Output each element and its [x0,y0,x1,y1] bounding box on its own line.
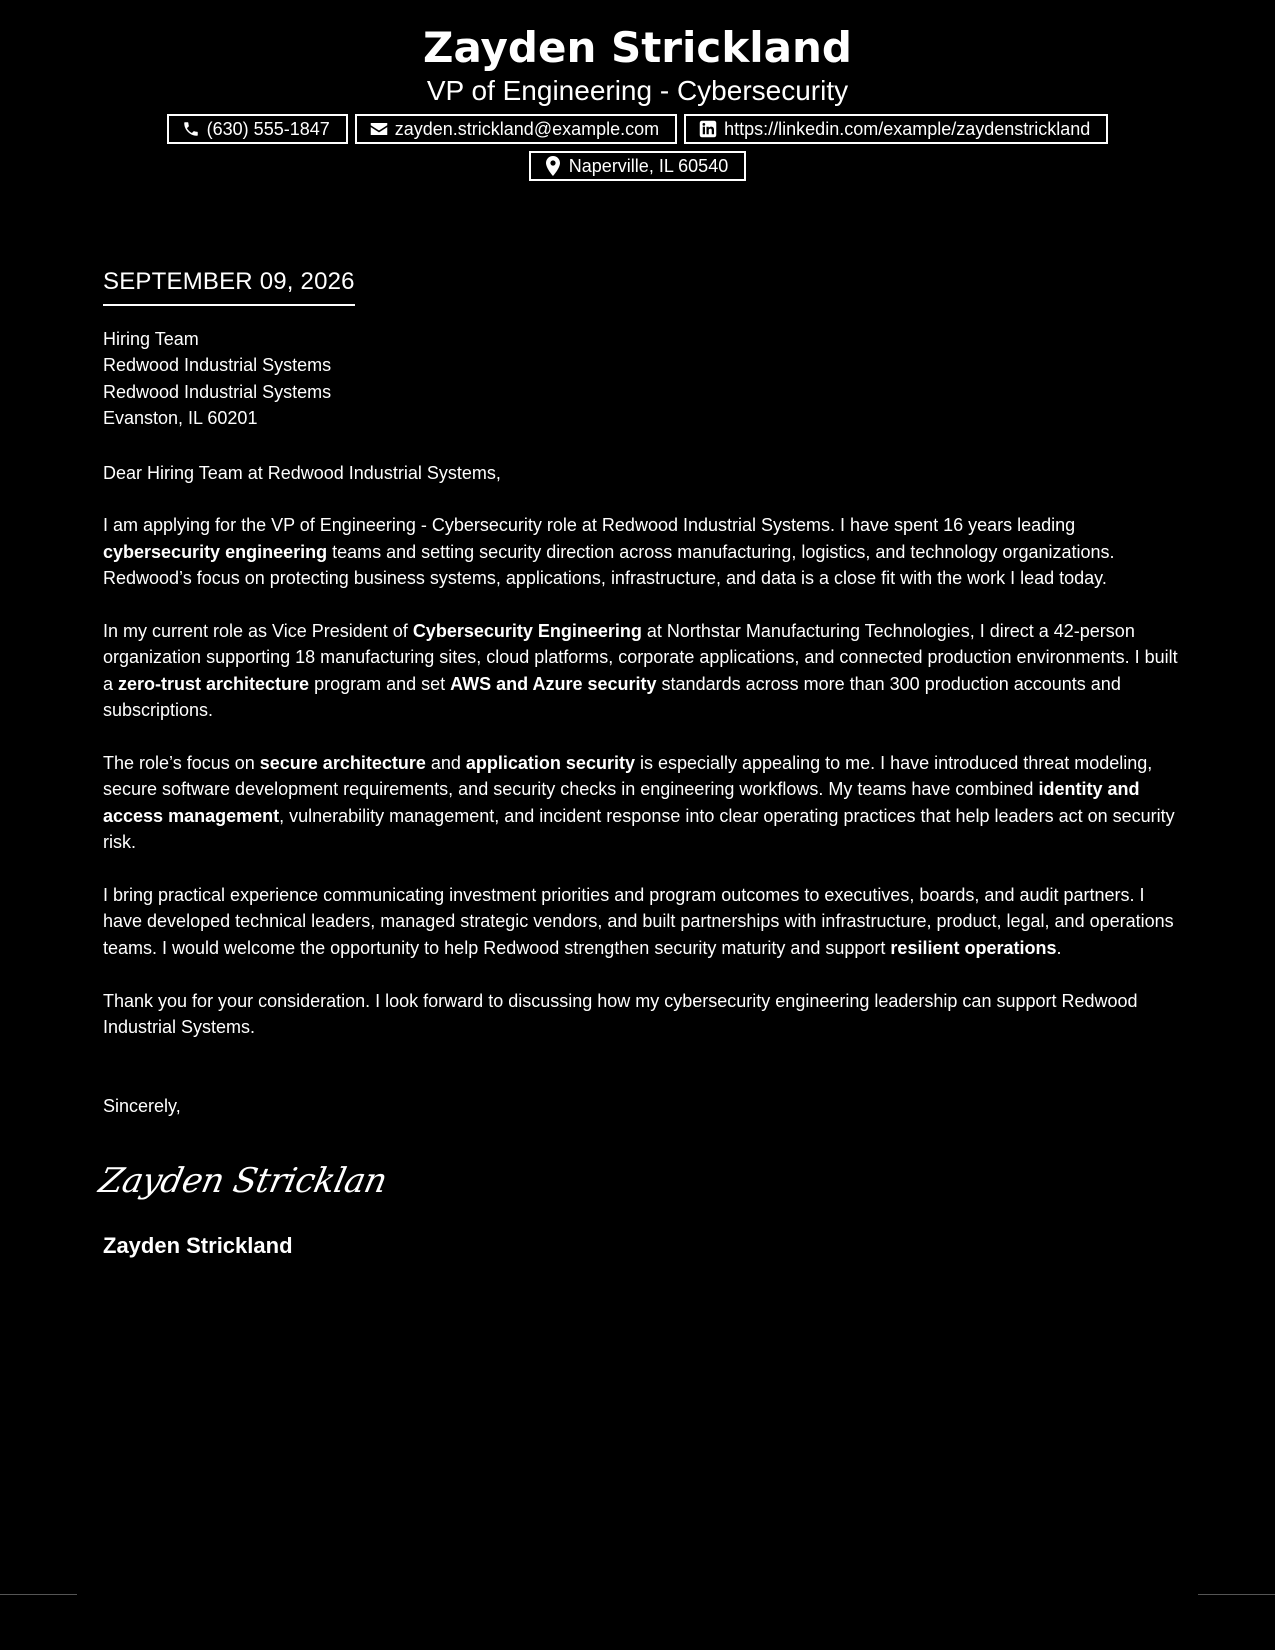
phone-chip[interactable] [167,114,348,144]
letterhead [0,22,1275,181]
linkedin-text: https://linkedin.com/example/zaydenstrickland [724,119,1091,139]
email-chip[interactable] [355,114,677,144]
phone-icon [181,119,201,139]
paragraph-3: The role’s focus on secure architecture and application security is especially appealing to me. I have introduced threat modeling, secure software development requirements, and security checks in engineering workflows. My teams have combined identity and access management, vulnerability management, and incident response into clear operating practices that help leaders act on security risk. [103,753,1175,853]
closing: Sincerely, [103,1096,181,1117]
recipient-line: Redwood Industrial Systems [103,355,332,376]
signature-text: Zayden Stricklan [95,1161,391,1201]
letter-body [95,326,1178,1261]
linkedin-chip[interactable] [684,114,1108,144]
signature [95,1156,391,1204]
footer-rule-right [1198,1594,1275,1595]
email-text: zayden.strickland@example.com [394,119,660,139]
linkedin-icon [698,119,718,139]
footer-rule-left [0,1594,77,1595]
letter-date-block [103,266,355,306]
envelope-icon [369,119,389,139]
recipient-line: Redwood Industrial Systems [103,381,332,402]
paragraph-5: Thank you for your consideration. I look forward to discussing how my cybersecurity engineering leadership can support Redwood Industrial Systems. [103,990,1138,1038]
location-chip[interactable] [529,151,746,181]
salutation: Dear Hiring Team at Redwood Industrial Systems, [103,462,501,483]
paragraph-4: I bring practical experience communicating investment priorities and program outcomes to executives, boards, and audit partners. I have developed technical leaders, managed strategic vendors, and built partnerships with infrastructure, product, legal, and operations teams. I would welcome the opportunity to help Redwood strengthen security maturity and support resilient operations. [103,885,1174,958]
location-text: Naperville, IL 60540 [568,156,729,176]
phone-text: (630) 555-1847 [206,119,330,139]
sender-title: VP of Engineering - Cybersecurity [426,75,849,106]
map-marker-icon [543,156,563,176]
paragraph-2: In my current role as Vice President of Cybersecurity Engineering at Northstar Manufacturing Technologies, I direct a 42-person organization supporting 18 manufacturing sites, cloud platforms, corporate applications, and connected production environments. I built a zero-trust architecture program and set AWS and Azure security standards across more than 300 production accounts and subscriptions. [103,621,1178,721]
contact-bar [0,114,1275,181]
recipient-line: Evanston, IL 60201 [103,408,258,429]
signer-name: Zayden Strickland [103,1233,293,1259]
recipient-line: Hiring Team [103,329,199,349]
letter-date: SEPTEMBER 09, 2026 [103,266,355,306]
recipient-address [103,326,1178,432]
paragraph-1: I am applying for the VP of Engineering - Cybersecurity role at Redwood Industrial Systems. I have spent 16 years leading cybersecurity engineering teams and setting security direction across manufacturing, logistics, and technology organizations. Redwood’s focus on protecting business systems, applications, infrastructure, and data is a close fit with the work I lead today. [103,515,1115,589]
sender-name: Zayden Strickland [423,23,852,72]
